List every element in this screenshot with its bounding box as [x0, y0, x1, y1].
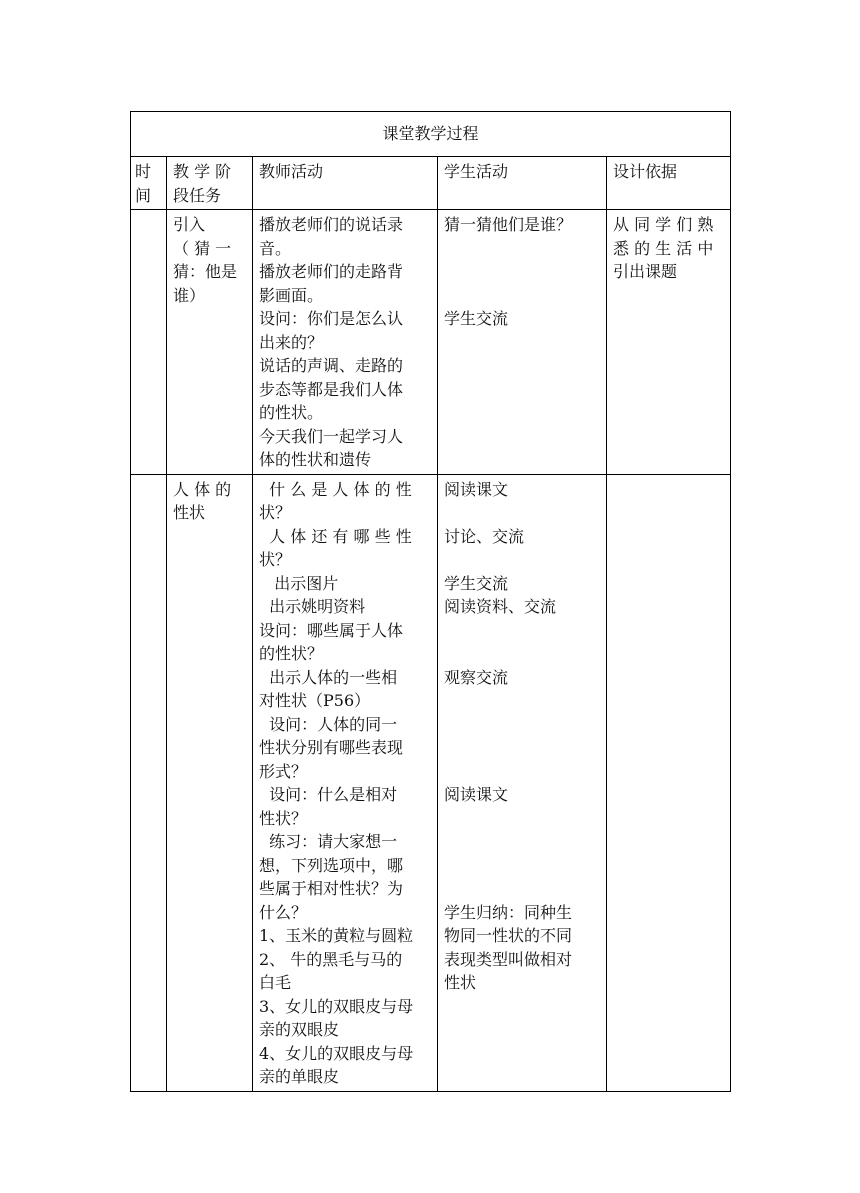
stage-line: 性状: [173, 503, 206, 522]
student-cell: [438, 474, 607, 1091]
teacher-line: 练习：请大家想一: [259, 832, 398, 851]
teacher-line: 对性状（P56）: [259, 691, 371, 710]
header-time: [131, 157, 167, 210]
teacher-line: 亲的双眼皮: [259, 1020, 340, 1039]
spacer: [444, 854, 600, 878]
teacher-line: 步态等都是我们人体: [259, 379, 404, 399]
student-line: 观察交流: [444, 667, 509, 687]
title-row: [131, 112, 731, 157]
teacher-line: 播放老师们的说话录: [259, 215, 404, 234]
spacer: [444, 260, 600, 284]
student-cell: [438, 210, 607, 475]
spacer: [444, 237, 600, 261]
student-line: 表现类型叫做相对: [444, 949, 573, 969]
basis-cell: [607, 210, 731, 475]
teacher-line: 1、玉米的黄粒与圆粒: [259, 926, 414, 945]
stage-line: 引入: [173, 215, 206, 234]
spacer: [444, 830, 600, 854]
spacer: [444, 619, 600, 643]
teacher-line: 性状？: [259, 808, 308, 828]
spacer: [444, 760, 600, 784]
teacher-cell: [253, 210, 438, 475]
header-student: 学生活动: [438, 157, 607, 210]
basis-line: 悉 的 生 活 中: [613, 238, 714, 258]
student-line: 阅读资料、交流: [444, 597, 557, 616]
teacher-line: 影画面。: [259, 285, 324, 305]
teacher-line: 想，下列选项中，哪: [259, 855, 404, 875]
student-line: 性状: [444, 973, 477, 992]
teacher-line: 4、女儿的双眼皮与母: [259, 1043, 414, 1063]
teacher-line: 形式？: [259, 761, 308, 781]
header-stage-line: 教 学 阶: [173, 162, 232, 181]
lesson-process-table: [130, 111, 731, 1092]
spacer: [444, 807, 600, 831]
teacher-line: 设问：什么是相对: [259, 785, 398, 804]
student-line: 物同一性状的不同: [444, 926, 573, 945]
teacher-line: 说话的声调、走路的: [259, 356, 404, 375]
student-line: 猜一猜他们是谁？: [444, 215, 573, 234]
teacher-line: 什 么 是 人 体 的 性: [259, 479, 412, 499]
spacer: [444, 713, 600, 737]
basis-cell: [607, 474, 731, 1091]
header-stage: [167, 157, 253, 210]
teacher-line: 亲的单眼皮: [259, 1067, 340, 1086]
table-title: 课堂教学过程: [131, 112, 731, 157]
header-stage-line: 段任务: [173, 185, 222, 205]
spacer: [444, 501, 600, 525]
teacher-line: 设问：你们是怎么认: [259, 309, 404, 328]
teacher-line: 人 体 还 有 哪 些 性: [259, 526, 412, 546]
teacher-line: 设问：人体的同一: [259, 714, 398, 734]
teacher-line: 些属于相对性状？为: [259, 879, 404, 898]
header-row: [131, 157, 731, 210]
basis-line: 引出课题: [613, 262, 678, 281]
stage-line: 猜：他是: [173, 262, 238, 281]
spacer: [444, 877, 600, 901]
stage-line: （ 猜 一: [173, 238, 232, 258]
header-teacher: 教师活动: [253, 157, 438, 210]
time-cell: [131, 210, 167, 475]
student-line: 讨论、交流: [444, 526, 525, 546]
stage-cell: [167, 474, 253, 1091]
stage-cell: [167, 210, 253, 475]
student-line: 阅读课文: [444, 785, 509, 804]
teacher-line: 白毛: [259, 973, 292, 992]
teacher-line: 出示图片: [259, 573, 339, 593]
teacher-line: 的性状？: [259, 644, 324, 663]
spacer: [444, 642, 600, 666]
spacer: [444, 736, 600, 760]
table-row: [131, 474, 731, 1091]
teacher-line: 音。: [259, 238, 292, 258]
stage-line: 人 体 的: [173, 479, 232, 499]
header-time-line: 间: [135, 185, 152, 205]
teacher-line: 性状分别有哪些表现: [259, 738, 404, 757]
teacher-line: 的性状。: [259, 403, 324, 422]
teacher-line: 2、 牛的黑毛与马的: [259, 949, 403, 969]
header-basis: 设计依据: [607, 157, 731, 210]
stage-line: 谁）: [173, 285, 206, 305]
teacher-line: 出来的？: [259, 332, 324, 352]
teacher-line: 什么？: [259, 902, 308, 922]
spacer: [444, 689, 600, 713]
teacher-line: 播放老师们的走路背: [259, 262, 404, 281]
table-row: [131, 210, 731, 475]
teacher-line: 体的性状和遗传: [259, 450, 372, 469]
teacher-line: 3、女儿的双眼皮与母: [259, 996, 414, 1016]
spacer: [444, 284, 600, 308]
teacher-line: 状？: [259, 503, 292, 522]
teacher-line: 设问：哪些属于人体: [259, 620, 404, 640]
header-time-line: 时: [135, 162, 152, 181]
teacher-line: 出示人体的一些相: [259, 667, 398, 687]
teacher-line: 今天我们一起学习人: [259, 426, 404, 446]
student-line: 学生交流: [444, 309, 509, 328]
basis-line: 从 同 学 们 熟: [613, 215, 714, 234]
teacher-cell: [253, 474, 438, 1091]
spacer: [444, 548, 600, 572]
student-line: 学生归纳：同种生: [444, 902, 573, 922]
teacher-line: 出示姚明资料: [259, 597, 366, 616]
time-cell: [131, 474, 167, 1091]
student-line: 阅读课文: [444, 479, 509, 499]
student-line: 学生交流: [444, 573, 509, 593]
teacher-line: 状？: [259, 550, 292, 569]
